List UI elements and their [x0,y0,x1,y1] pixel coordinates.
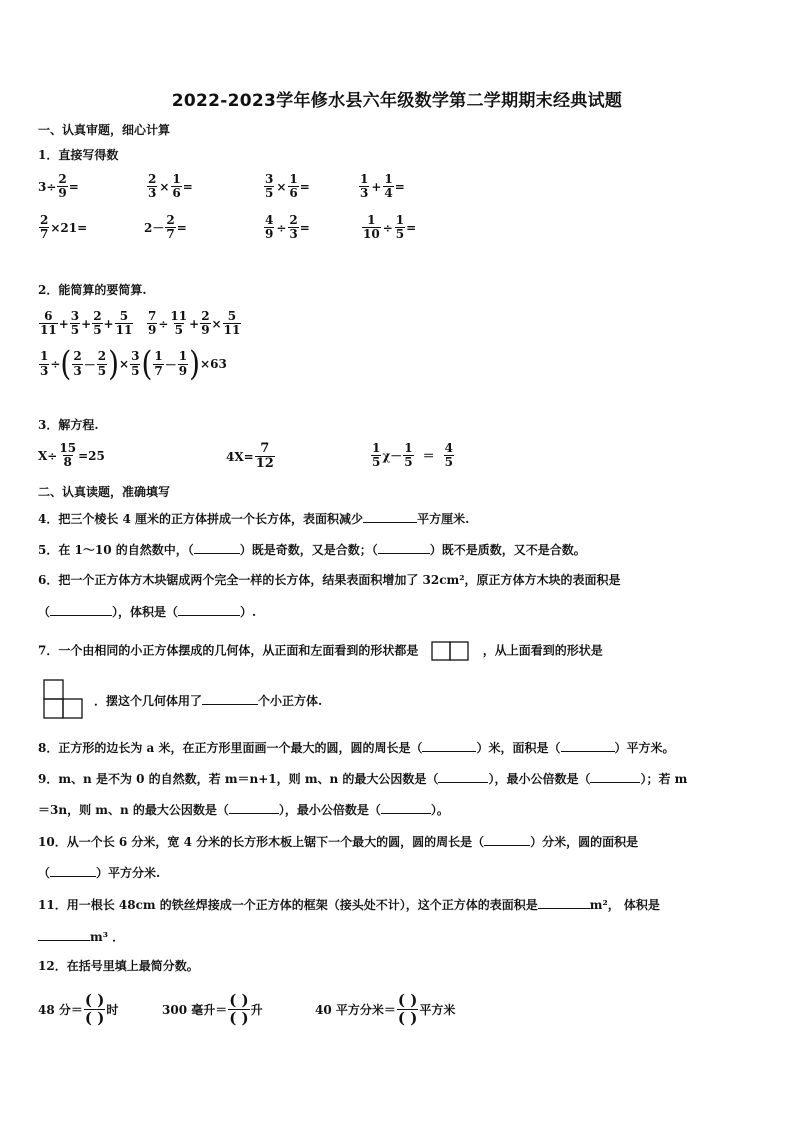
q2-expr-1: $\frac{6}{11}$ + $\frac{3}{5}$ + $\frac{2}{5}$ + $\frac{5}{11}$ [40,309,133,338]
q4: 4．把三个棱长 4 厘米的正方体拼成一个长方体，表面积减少 平方厘米. [38,512,470,526]
q10-blank-perimeter[interactable] [484,833,530,846]
q12-i2-numerator[interactable]: ( ) [229,991,249,1009]
q1-item-5: $\frac{2}{7}$ ×21= [40,213,88,242]
q7-answer-blank[interactable] [202,692,258,705]
q1-label: 1．直接写得数 [38,148,119,162]
section-2-heading: 二、认真读题，准确填写 [38,485,171,499]
page-title: 2022-2023学年修水县六年级数学第二学期期末经典试题 [171,91,623,111]
q1-item-2: $\frac{2}{3}$ × $\frac{1}{6}$ = [148,172,193,201]
q9-line-1: 9．m、n 是不为 0 的自然数，若 m＝n+1，则 m、n 的最大公因数是（ ），最小公倍数是（ ）；若 m [38,772,688,786]
q4-answer-blank[interactable] [363,510,417,523]
q9-blank-4[interactable] [381,801,431,814]
q10-blank-area[interactable] [50,864,96,877]
q2-label: 2．能简算的要简算. [38,283,147,297]
q5-blank-2[interactable] [378,541,430,554]
q12-item-3: 40 平方分米＝ $\frac{( )}{( )}$ 平方米 [315,991,456,1027]
q6-line-2: （ ），体积是（ ）. [38,605,257,619]
q12-i2-denominator[interactable]: ( ) [229,1008,249,1027]
q5: 5．在 1～10 的自然数中，（ ）既是奇数，又是合数；（ ）既不是质数，又不是合数。 [38,543,586,557]
q7-line-1: 7．一个由相同的小正方体摆成的几何体，从正面和左面看到的形状都是 ，从上面看到的形状是 [38,641,603,661]
q1-item-1: 3÷ $\frac{2}{9}$ = [38,172,79,201]
q3-eq-2: 4X= $\frac{7}{12}$ [226,441,274,472]
q6-line-1: 6．把一个正方体方木块锯成两个完全一样的长方体，结果表面积增加了 32cm²，原正方体方木块的表面积是 [38,573,621,587]
q8-blank-area[interactable] [561,739,615,752]
q2-expr-3: $\frac{1}{3}$ ÷ ( $\frac{2}{3}$ － $\frac{2}{5}$ ) × $\frac{3}{5}$ ( $\frac{1}{7}$ － $\frac{1}{9}$ ) ×63 [40,343,227,384]
q2-expr-2: $\frac{7}{9}$ ÷ $\frac{11}{5}$ + $\frac{2}{9}$ × $\frac{5}{11}$ [148,309,241,338]
q11-blank-area[interactable] [538,896,590,909]
q12-item-2: 300 毫升＝ $\frac{( )}{( )}$ 升 [162,991,263,1027]
section-1-heading: 一、认真审题，细心计算 [38,123,171,137]
q8: 8．正方形的边长为 a 米，在正方形里面画一个最大的圆，圆的周长是（ ）米，面积是（ ）平方米。 [38,741,675,755]
q12-i3-numerator[interactable]: ( ) [397,991,418,1009]
q12-i1-denominator[interactable]: ( ) [84,1008,105,1027]
q1-item-8: $\frac{1}{10}$ ÷ $\frac{1}{5}$ = [363,213,417,242]
q6-blank-volume[interactable] [178,603,240,616]
q1-item-6: 2－ $\frac{2}{7}$ = [144,213,187,242]
q9-line-2: ＝3n，则 m、n 的最大公因数是（ ），最小公倍数是（ ）。 [38,803,449,817]
q12-label: 12．在括号里填上最简分数。 [38,959,199,973]
q5-blank-1[interactable] [194,541,240,554]
q3-label: 3．解方程. [38,418,99,432]
q6-blank-area[interactable] [50,603,112,616]
q7-line-2: ．摆这个几何体用了 个小正方体. [94,694,323,708]
q8-blank-perimeter[interactable] [422,739,476,752]
q1-item-7: $\frac{4}{9}$ ÷ $\frac{2}{3}$ = [265,213,310,242]
q1-item-3: $\frac{3}{5}$ × $\frac{1}{6}$ = [265,172,310,201]
front-left-view-figure [431,641,471,661]
q9-blank-3[interactable] [229,801,279,814]
q11-line-1: 11．用一根长 48cm 的铁丝焊接成一个正方体的框架（接头处不计），这个正方体的表面积是 m²， 体积是 [38,898,660,912]
q11-line-2: m³ ． [38,928,124,945]
top-view-figure [43,679,85,721]
q9-blank-2[interactable] [590,770,640,783]
q12-item-1: 48 分＝ $\frac{( )}{( )}$ 时 [38,991,119,1027]
q10-line-1: 10．从一个长 6 分米，宽 4 分米的长方形木板上锯下一个最大的圆，圆的周长是（ ）分米，圆的面积是 [38,835,639,849]
q3-eq-1: X÷ $\frac{15}{8}$ =25 [38,441,105,470]
q10-line-2: （ ）平方分米. [38,866,161,880]
q12-i3-denominator[interactable]: ( ) [397,1008,418,1027]
q11-blank-volume[interactable] [38,928,90,941]
q9-blank-1[interactable] [438,770,488,783]
q3-eq-3: $\frac{1}{5}$ χ－ $\frac{1}{5}$ ＝ $\frac{4}{5}$ [372,441,453,470]
q12-i1-numerator[interactable]: ( ) [84,991,105,1009]
q1-item-4: $\frac{1}{3}$ + $\frac{1}{4}$ = [360,172,405,201]
